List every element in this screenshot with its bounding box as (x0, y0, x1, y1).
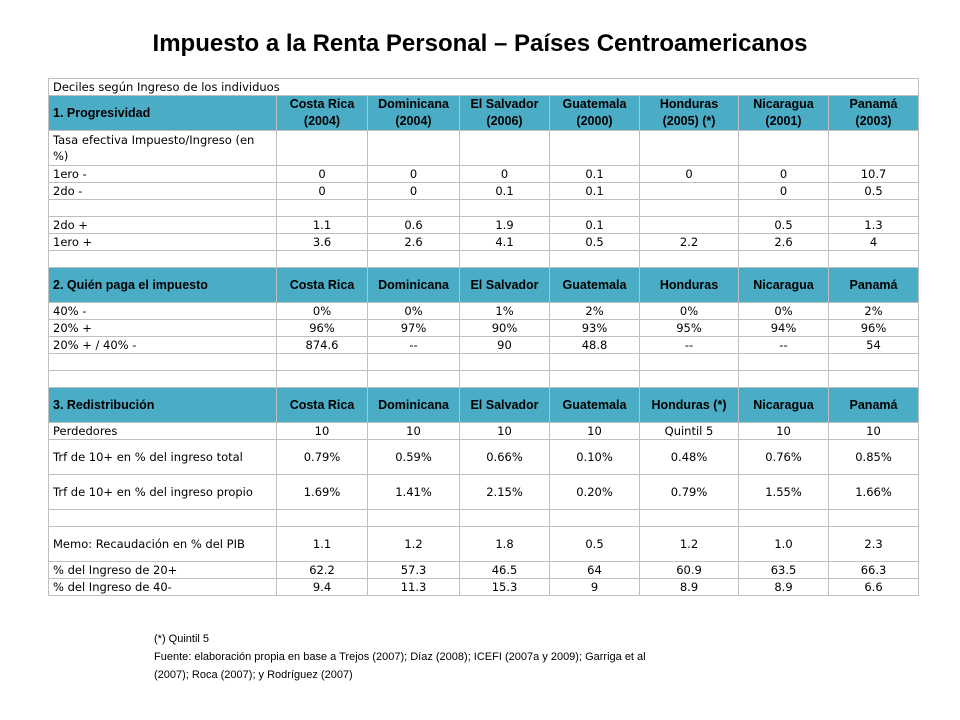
table-cell (49, 354, 277, 371)
table-cell: 54 (829, 337, 919, 354)
section-label: 3. Redistribución (49, 388, 277, 423)
table-cell (49, 251, 277, 268)
table-cell (460, 251, 550, 268)
table-cell: 0.1 (550, 166, 640, 183)
table-cell (739, 251, 829, 268)
table-cell (460, 200, 550, 217)
table-cell (829, 510, 919, 527)
table-cell (739, 131, 829, 166)
table-cell: 0.79% (640, 475, 739, 510)
section-label: 1. Progresividad (49, 96, 277, 131)
table-row (49, 320, 919, 337)
column-header (550, 96, 640, 131)
table-cell: 96% (829, 320, 919, 337)
table-cell: 2.2 (640, 234, 739, 251)
table-cell (739, 200, 829, 217)
table-cell (640, 131, 739, 166)
table-cell: 90 (460, 337, 550, 354)
column-header: El Salvador (460, 388, 550, 423)
column-header: Dominicana (368, 268, 460, 303)
table-cell: 6.6 (829, 579, 919, 596)
blank-row (49, 371, 919, 388)
table-cell (550, 131, 640, 166)
table-cell: 0.1 (460, 183, 550, 200)
table-cell: 63.5 (739, 562, 829, 579)
table-cell: 10 (368, 423, 460, 440)
table-cell (277, 131, 368, 166)
table-cell (550, 510, 640, 527)
column-header: Panamá (829, 388, 919, 423)
table-cell: 0.79% (277, 440, 368, 475)
country-name: Honduras (659, 97, 719, 111)
table-cell: 62.2 (277, 562, 368, 579)
table-cell: 874.6 (277, 337, 368, 354)
table-cell: 0% (640, 303, 739, 320)
table-cell: 0.5 (739, 217, 829, 234)
table-cell (460, 371, 550, 388)
table-cell: 9 (550, 579, 640, 596)
table-cell: 2% (829, 303, 919, 320)
country-year: (2003) (855, 114, 892, 128)
table-cell: 0.5 (550, 527, 640, 562)
table-row (49, 527, 919, 562)
table-cell: 0 (739, 166, 829, 183)
country-year: (2001) (765, 114, 802, 128)
table-cell: 0 (277, 166, 368, 183)
country-name: Guatemala (562, 97, 627, 111)
table-cell: 2.6 (739, 234, 829, 251)
table-cell: 0.5 (829, 183, 919, 200)
tax-table (48, 78, 919, 596)
table-cell: 2.3 (829, 527, 919, 562)
table-cell: 95% (640, 320, 739, 337)
table-cell (739, 371, 829, 388)
row-label: Trf de 10+ en % del ingreso total (49, 440, 277, 475)
table-cell: 1.3 (829, 217, 919, 234)
table-cell: 0.5 (550, 234, 640, 251)
table-row (49, 303, 919, 320)
table-cell: 93% (550, 320, 640, 337)
column-header (739, 96, 829, 131)
table-cell: 1.1 (277, 527, 368, 562)
column-header: Panamá (829, 268, 919, 303)
row-label: Trf de 10+ en % del ingreso propio (49, 475, 277, 510)
country-year: (2004) (395, 114, 432, 128)
table-cell: 0.76% (739, 440, 829, 475)
footnote-quintil: (*) Quintil 5 (154, 633, 210, 645)
table-cell: 0% (368, 303, 460, 320)
column-header: Guatemala (550, 268, 640, 303)
table-cell: 1.2 (368, 527, 460, 562)
table-cell: 10 (739, 423, 829, 440)
table-cell (277, 510, 368, 527)
row-label: 40% - (49, 303, 277, 320)
row-label: 1ero - (49, 166, 277, 183)
table-cell (640, 371, 739, 388)
table-cell (640, 510, 739, 527)
table-cell: 4.1 (460, 234, 550, 251)
country-year: (2005) (*) (662, 114, 716, 128)
table-cell (460, 131, 550, 166)
column-header (460, 96, 550, 131)
table-cell: 0.48% (640, 440, 739, 475)
section-label: 2. Quién paga el impuesto (49, 268, 277, 303)
table-cell: 66.3 (829, 562, 919, 579)
table-cell: 1.66% (829, 475, 919, 510)
table-cell (739, 354, 829, 371)
row-label: Memo: Recaudación en % del PIB (49, 527, 277, 562)
table-cell: 11.3 (368, 579, 460, 596)
country-name: Nicaragua (753, 97, 814, 111)
table-cell (550, 200, 640, 217)
table-cell: 1.8 (460, 527, 550, 562)
table-cell: 1.1 (277, 217, 368, 234)
table-cell: 90% (460, 320, 550, 337)
row-label: % del Ingreso de 20+ (49, 562, 277, 579)
page-title: Impuesto a la Renta Personal – Países Centroamericanos (152, 30, 808, 57)
table-cell (640, 354, 739, 371)
section-header-row (49, 388, 919, 423)
table-cell: 1.0 (739, 527, 829, 562)
table-cell (829, 200, 919, 217)
table-cell: 0.85% (829, 440, 919, 475)
table-cell (49, 510, 277, 527)
table-cell: 10.7 (829, 166, 919, 183)
table-row (49, 562, 919, 579)
table-cell: 97% (368, 320, 460, 337)
table-cell: 96% (277, 320, 368, 337)
column-header: Honduras (640, 268, 739, 303)
table-cell (368, 371, 460, 388)
table-cell (277, 371, 368, 388)
column-header: Honduras (*) (640, 388, 739, 423)
column-header: Guatemala (550, 388, 640, 423)
table-cell: 0 (277, 183, 368, 200)
table-cell: 0.6 (368, 217, 460, 234)
table-cell: 1% (460, 303, 550, 320)
table-cell: 0.10% (550, 440, 640, 475)
row-label: Perdedores (49, 423, 277, 440)
table-cell (640, 200, 739, 217)
table-cell (277, 200, 368, 217)
table-cell: 0.1 (550, 217, 640, 234)
table-cell (49, 371, 277, 388)
table-cell: 8.9 (640, 579, 739, 596)
table-cell: 64 (550, 562, 640, 579)
table-cell: 0.1 (550, 183, 640, 200)
column-header (277, 96, 368, 131)
table-cell (368, 510, 460, 527)
column-header (829, 96, 919, 131)
row-label: 2do - (49, 183, 277, 200)
table-cell: -- (640, 337, 739, 354)
table-cell: 1.2 (640, 527, 739, 562)
table-cell: 1.55% (739, 475, 829, 510)
table-cell: 57.3 (368, 562, 460, 579)
table-cell: 0 (368, 166, 460, 183)
table-cell: 4 (829, 234, 919, 251)
table-cell: 1.69% (277, 475, 368, 510)
table-cell: 0.20% (550, 475, 640, 510)
table-cell (460, 510, 550, 527)
table-cell (550, 371, 640, 388)
footnote-source: Fuente: elaboración propia en base a Trejos (2007); Díaz (2008); ICEFI (2007a y 2009); Garriga et al (154, 651, 646, 663)
table-cell: 10 (277, 423, 368, 440)
table-cell: 0% (277, 303, 368, 320)
table-cell (368, 200, 460, 217)
table-cell: 10 (460, 423, 550, 440)
table-cell: 48.8 (550, 337, 640, 354)
table-cell: 0.66% (460, 440, 550, 475)
table-cell: 0 (460, 166, 550, 183)
table-cell: 15.3 (460, 579, 550, 596)
table-cell (640, 251, 739, 268)
table-cell: 1.41% (368, 475, 460, 510)
table-cell (829, 131, 919, 166)
column-header (640, 96, 739, 131)
table-cell (550, 354, 640, 371)
table-cell (460, 354, 550, 371)
row-label: % del Ingreso de 40- (49, 579, 277, 596)
row-label: 1ero + (49, 234, 277, 251)
table-cell: -- (368, 337, 460, 354)
table-caption: Deciles según Ingreso de los individuos (49, 79, 919, 96)
table-cell (640, 183, 739, 200)
table-row (49, 200, 919, 217)
table-cell: 60.9 (640, 562, 739, 579)
table-cell: 3.6 (277, 234, 368, 251)
table-row (49, 217, 919, 234)
table-cell: 1.9 (460, 217, 550, 234)
column-header (368, 96, 460, 131)
table-cell: 8.9 (739, 579, 829, 596)
footnotes (154, 630, 774, 684)
country-name: Costa Rica (289, 97, 355, 111)
subtitle-row (49, 131, 919, 166)
table-cell: 0 (739, 183, 829, 200)
table-cell: 0 (640, 166, 739, 183)
table-cell (368, 354, 460, 371)
caption-row (49, 79, 919, 96)
blank-row (49, 510, 919, 527)
table-cell (640, 217, 739, 234)
table-cell: 46.5 (460, 562, 550, 579)
section-header-row (49, 96, 919, 131)
table-cell (277, 251, 368, 268)
table-cell: 2.6 (368, 234, 460, 251)
table-cell: 2.15% (460, 475, 550, 510)
column-header: Nicaragua (739, 388, 829, 423)
table-cell (739, 510, 829, 527)
table-cell (829, 371, 919, 388)
table-cell: 9.4 (277, 579, 368, 596)
table-row (49, 579, 919, 596)
table-row (49, 166, 919, 183)
table-row (49, 234, 919, 251)
row-label (49, 200, 277, 217)
country-name: Dominicana (378, 97, 449, 111)
table-cell: 0 (368, 183, 460, 200)
table-row (49, 423, 919, 440)
table-cell: 94% (739, 320, 829, 337)
column-header: Nicaragua (739, 268, 829, 303)
table-row (49, 475, 919, 510)
table-row (49, 440, 919, 475)
table-row (49, 337, 919, 354)
table-cell (277, 354, 368, 371)
column-header: Dominicana (368, 388, 460, 423)
table-cell: -- (739, 337, 829, 354)
country-year: (2000) (576, 114, 613, 128)
country-year: (2004) (303, 114, 341, 128)
country-year: (2006) (486, 114, 523, 128)
column-header: Costa Rica (277, 388, 368, 423)
table-cell (368, 131, 460, 166)
table-cell: 10 (550, 423, 640, 440)
country-name: Panamá (849, 97, 898, 111)
table-cell (368, 251, 460, 268)
table-cell: 0% (739, 303, 829, 320)
table-row (49, 183, 919, 200)
table-cell: 10 (829, 423, 919, 440)
row-label: 2do + (49, 217, 277, 234)
table-cell (829, 354, 919, 371)
table-cell: Quintil 5 (640, 423, 739, 440)
row-label: 20% + / 40% - (49, 337, 277, 354)
table-cell (829, 251, 919, 268)
section-header-row (49, 268, 919, 303)
blank-row (49, 251, 919, 268)
table-cell (550, 251, 640, 268)
row-label: 20% + (49, 320, 277, 337)
column-header: Costa Rica (277, 268, 368, 303)
footnote-source-cont: (2007); Roca (2007); y Rodríguez (2007) (154, 669, 353, 681)
table-cell: 2% (550, 303, 640, 320)
column-header: El Salvador (460, 268, 550, 303)
blank-row (49, 354, 919, 371)
table-cell: 0.59% (368, 440, 460, 475)
row-label: Tasa efectiva Impuesto/Ingreso (en %) (49, 131, 277, 166)
country-name: El Salvador (470, 97, 539, 111)
